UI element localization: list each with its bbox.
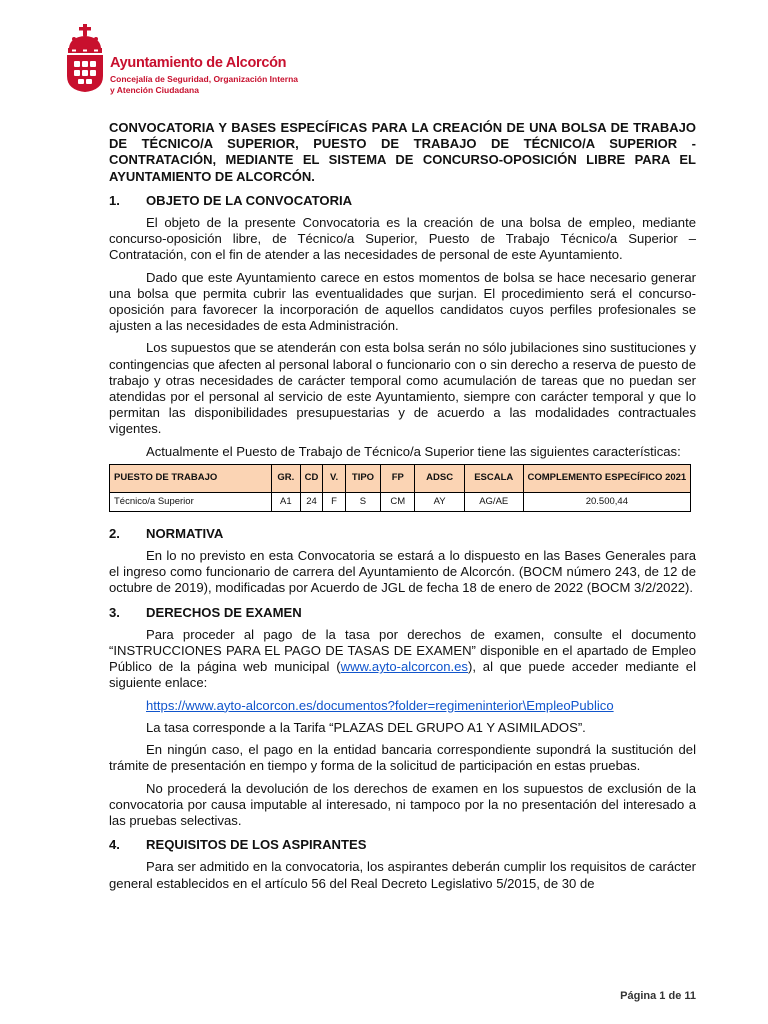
- header-logo: [64, 24, 304, 94]
- crest-icon: [64, 24, 106, 92]
- table-header-row: [110, 464, 691, 492]
- text-run: Para proceder al pago de la tasa por derechos de examen, consulte el documento “INSTRUCCIONES PARA EL PAGO DE TASAS DE EXAMEN” disponible en el apartado de Empleo Público de la página web municipal (: [109, 626, 696, 675]
- section-number: 4.: [109, 837, 120, 853]
- table-header-cell: GR.: [271, 464, 300, 492]
- text-run: ), al que puede acceder mediante el siguiente enlace:: [109, 659, 696, 691]
- section-title: NORMATIVA: [146, 525, 224, 541]
- org-subtitle-line-2: y Atención Ciudadana: [110, 84, 199, 95]
- table-row: [110, 492, 691, 511]
- table-cell: F: [323, 492, 346, 511]
- paragraph: El objeto de la presente Convocatoria es la creación de una bolsa de empleo, mediante concurso-oposición libre, de Técnico/a Superior, Puesto de Trabajo Técnico/a Superior – Contratación, con el fin de atender a las necesidades de personal de este Ayuntamiento.: [109, 215, 696, 263]
- section-number: 1.: [109, 192, 120, 208]
- table-header-cell: FP: [381, 464, 415, 492]
- org-name: Ayuntamiento de Alcorcón: [110, 55, 287, 71]
- table-header-cell: COMPLEMENTO ESPECÍFICO 2021: [523, 464, 690, 492]
- document-title: CONVOCATORIA Y BASES ESPECÍFICAS PARA LA CREACIÓN DE UNA BOLSA DE TRABAJO DE TÉCNICO/A SUPERIOR, PUESTO DE TRABAJO DE TÉCNICO/A SUPERIOR - CONTRATACIÓN, MEDIANTE EL SISTEMA DE CONCURSO-OPOSICIÓN LIBRE PARA EL AYUNTAMIENTO DE ALCORCÓN.: [109, 120, 696, 184]
- page-number: Página 1 de 11: [620, 990, 696, 1002]
- paragraph: Los supuestos que se atenderán con esta bolsa serán no sólo jubilaciones sino sustituciones y contingencias que afecten al personal laboral o funcionario con o sin derecho a reserva de puesto de trabajo y otras necesidades de carácter temporal como acumulación de tareas que no puedan ser atendidas por el personal al servicio de este Ayuntamiento, siempre con carácter temporal y que lo permitan las disponibilidades presupuestarias y de acuerdo a las modalidades contractuales vigentes.: [109, 340, 696, 437]
- tarifa-line: La tasa corresponde a la Tarifa “PLAZAS DEL GRUPO A1 Y ASIMILADOS”.: [146, 719, 586, 735]
- table-header-cell: TIPO: [345, 464, 380, 492]
- table-header-cell: V.: [323, 464, 346, 492]
- website-link[interactable]: www.ayto-alcorcon.es: [340, 659, 468, 675]
- employment-url-link[interactable]: https://www.ayto-alcorcon.es/documentos?folder=regimeninterior\EmpleoPublico: [146, 697, 614, 713]
- section-title: DERECHOS DE EXAMEN: [146, 604, 302, 620]
- document-body: [109, 120, 696, 898]
- table-header-cell: PUESTO DE TRABAJO: [110, 464, 272, 492]
- table-header-cell: CD: [300, 464, 323, 492]
- section-title: OBJETO DE LA CONVOCATORIA: [146, 192, 353, 208]
- table-cell: CM: [381, 492, 415, 511]
- paragraph: En lo no previsto en esta Convocatoria se estará a lo dispuesto en las Bases Generales para el ingreso como funcionario de carrera del Ayuntamiento de Alcorcón. (BOCM número 243, de 12 de octubre de 2019), modificadas por Acuerdo de JGL de fecha 18 de enero de 2022 (BOCM 3/2/2022).: [109, 548, 696, 596]
- table-cell: S: [345, 492, 380, 511]
- section-4-heading: [109, 837, 696, 853]
- table-header-cell: ESCALA: [464, 464, 523, 492]
- table-cell: A1: [271, 492, 300, 511]
- url-line: [146, 698, 696, 714]
- table-cell: 20.500,44: [523, 492, 690, 511]
- section-title: REQUISITOS DE LOS ASPIRANTES: [146, 837, 367, 853]
- org-subtitle: [110, 74, 298, 95]
- position-characteristics-table: [109, 464, 691, 512]
- table-cell: 24: [300, 492, 323, 511]
- paragraph: Para ser admitido en la convocatoria, los aspirantes deberán cumplir los requisitos de carácter general establecidos en el artículo 56 del Real Decreto Legislativo 5/2015, de 30 de: [109, 859, 696, 891]
- table-cell: Técnico/a Superior: [110, 492, 272, 511]
- section-2-heading: [109, 526, 696, 542]
- paragraph: [109, 627, 696, 692]
- section-number: 2.: [109, 525, 120, 541]
- table-cell: AG/AE: [464, 492, 523, 511]
- section-3-heading: [109, 605, 696, 621]
- section-1-heading: [109, 193, 696, 209]
- paragraph: Actualmente el Puesto de Trabajo de Técnico/a Superior tiene las siguientes características:: [146, 443, 681, 459]
- paragraph: En ningún caso, el pago en la entidad bancaria correspondiente supondrá la sustitución del trámite de presentación en tiempo y forma de la solicitud de participación en estas pruebas.: [109, 742, 696, 774]
- section-number: 3.: [109, 604, 120, 620]
- table-header-cell: ADSC: [415, 464, 464, 492]
- org-subtitle-line-1: Concejalía de Seguridad, Organización Interna: [110, 74, 298, 84]
- table-cell: AY: [415, 492, 464, 511]
- paragraph: Dado que este Ayuntamiento carece en estos momentos de bolsa se hace necesario generar una bolsa que permita cubrir las eventualidades que surjan. El procedimiento será el concurso-oposición para favorecer la incorporación de aquellos candidatos cuyos perfiles profesionales se ajusten a las necesidades de esta Administración.: [109, 269, 696, 334]
- paragraph: No procederá la devolución de los derechos de examen en los supuestos de exclusión de la convocatoria por causa imputable al interesado, ni tampoco por la no presentación del interesado a las pruebas selectivas.: [109, 780, 696, 828]
